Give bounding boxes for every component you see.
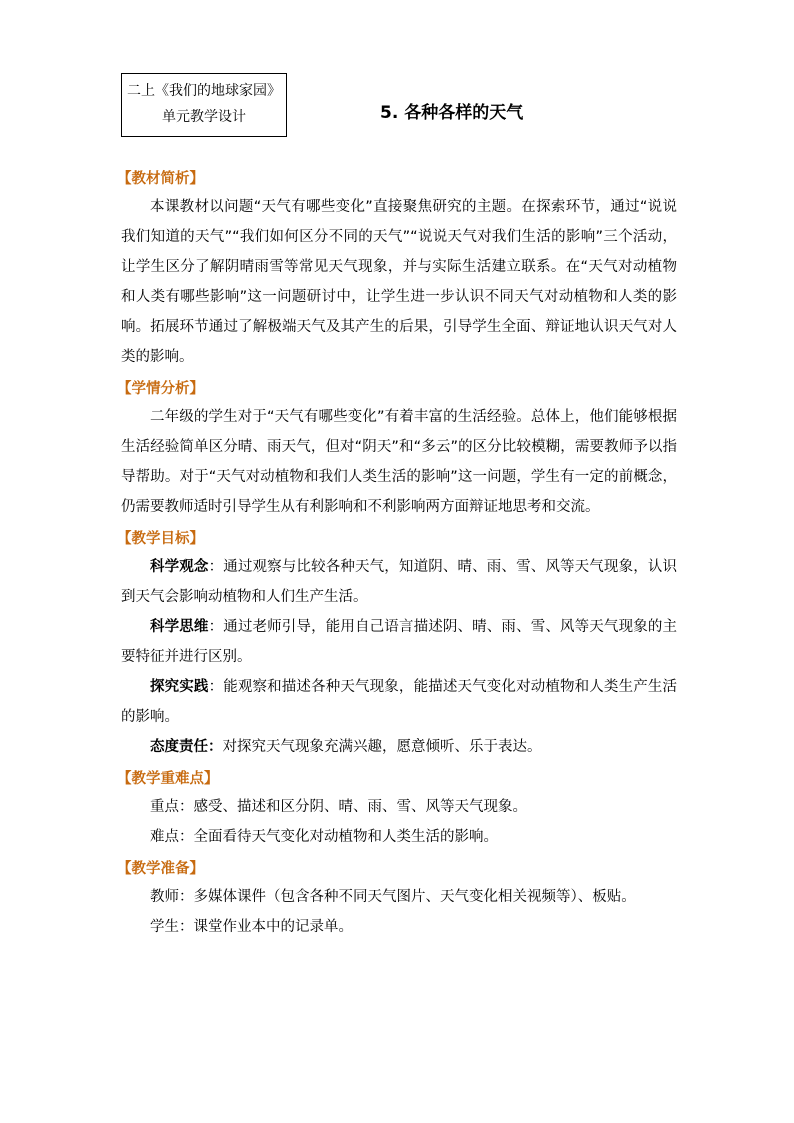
goal-item <box>121 552 677 612</box>
section-heading-keypoints: 【教学重难点】 <box>117 771 219 787</box>
goal-item <box>121 672 677 732</box>
key-point-line: 重点：感受、描述和区分阴、晴、雨、雪、风等天气现象。 <box>150 799 527 815</box>
goal-text: ：通过观察与比较各种天气，知道阴、晴、雨、雪、风等天气现象，认识到天气会影响动植物和人们生产生活。 <box>121 559 678 605</box>
goal-label: 科学观念 <box>150 559 209 575</box>
goal-label: 探究实践 <box>150 679 209 695</box>
analysis-paragraph: 本课教材以问题“天气有哪些变化”直接聚焦研究的主题。在探索环节，通过“说说我们知道的天气”“我们如何区分不同的天气”“说说天气对我们生活的影响”三个活动，让学生区分了解阴晴雨雪等常见天气现象，并与实际生活建立联系。在“天气对动植物和人类有哪些影响”这一问题研讨中，让学生进一步认识不同天气对动植物和人类的影响。拓展环节通过了解极端天气及其产生的后果，引导学生全面、辩证地认识天气对人类的影响。 <box>121 199 677 365</box>
goal-item <box>121 612 677 672</box>
goal-text: ：通过老师引导，能用自己语言描述阴、晴、雨、雪、风等天气现象的主要特征并进行区别。 <box>121 619 678 665</box>
unit-label-box <box>121 73 287 137</box>
student-prep-line: 学生：课堂作业本中的记录单。 <box>150 919 353 935</box>
section-heading-prep: 【教学准备】 <box>117 861 204 877</box>
students-paragraph: 二年级的学生对于“天气有哪些变化”有着丰富的生活经验。总体上，他们能够根据生活经验简单区分晴、雨天气，但对“阴天”和“多云”的区分比较模糊，需要教师予以指导帮助。对于“天气对动植物和我们人类生活的影响”这一问题，学生有一定的前概念，仍需要教师适时引导学生从有利影响和不利影响两方面辩证地思考和交流。 <box>121 409 677 515</box>
section-heading-students: 【学情分析】 <box>117 381 204 397</box>
section-heading-goals: 【教学目标】 <box>117 531 204 547</box>
lesson-title: 5. 各种各样的天气 <box>380 103 524 123</box>
goal-text: 对探究天气现象充满兴趣，愿意倾听、乐于表达。 <box>222 739 542 755</box>
difficulty-line: 难点：全面看待天气变化对动植物和人类生活的影响。 <box>150 829 498 845</box>
section-heading-analysis: 【教材简析】 <box>117 171 204 187</box>
document-body <box>117 162 678 942</box>
goal-text: ：能观察和描述各种天气现象，能描述天气变化对动植物和人类生产生活的影响。 <box>121 679 678 725</box>
goal-label: 态度责任： <box>150 739 223 755</box>
goal-item <box>121 732 677 762</box>
goal-label: 科学思维 <box>150 619 209 635</box>
teacher-prep-line: 教师：多媒体课件（包含各种不同天气图片、天气变化相关视频等）、板贴。 <box>150 889 636 905</box>
unit-subtitle: 单元教学设计 <box>162 109 246 125</box>
unit-title: 二上《我们的地球家园》 <box>127 83 281 99</box>
